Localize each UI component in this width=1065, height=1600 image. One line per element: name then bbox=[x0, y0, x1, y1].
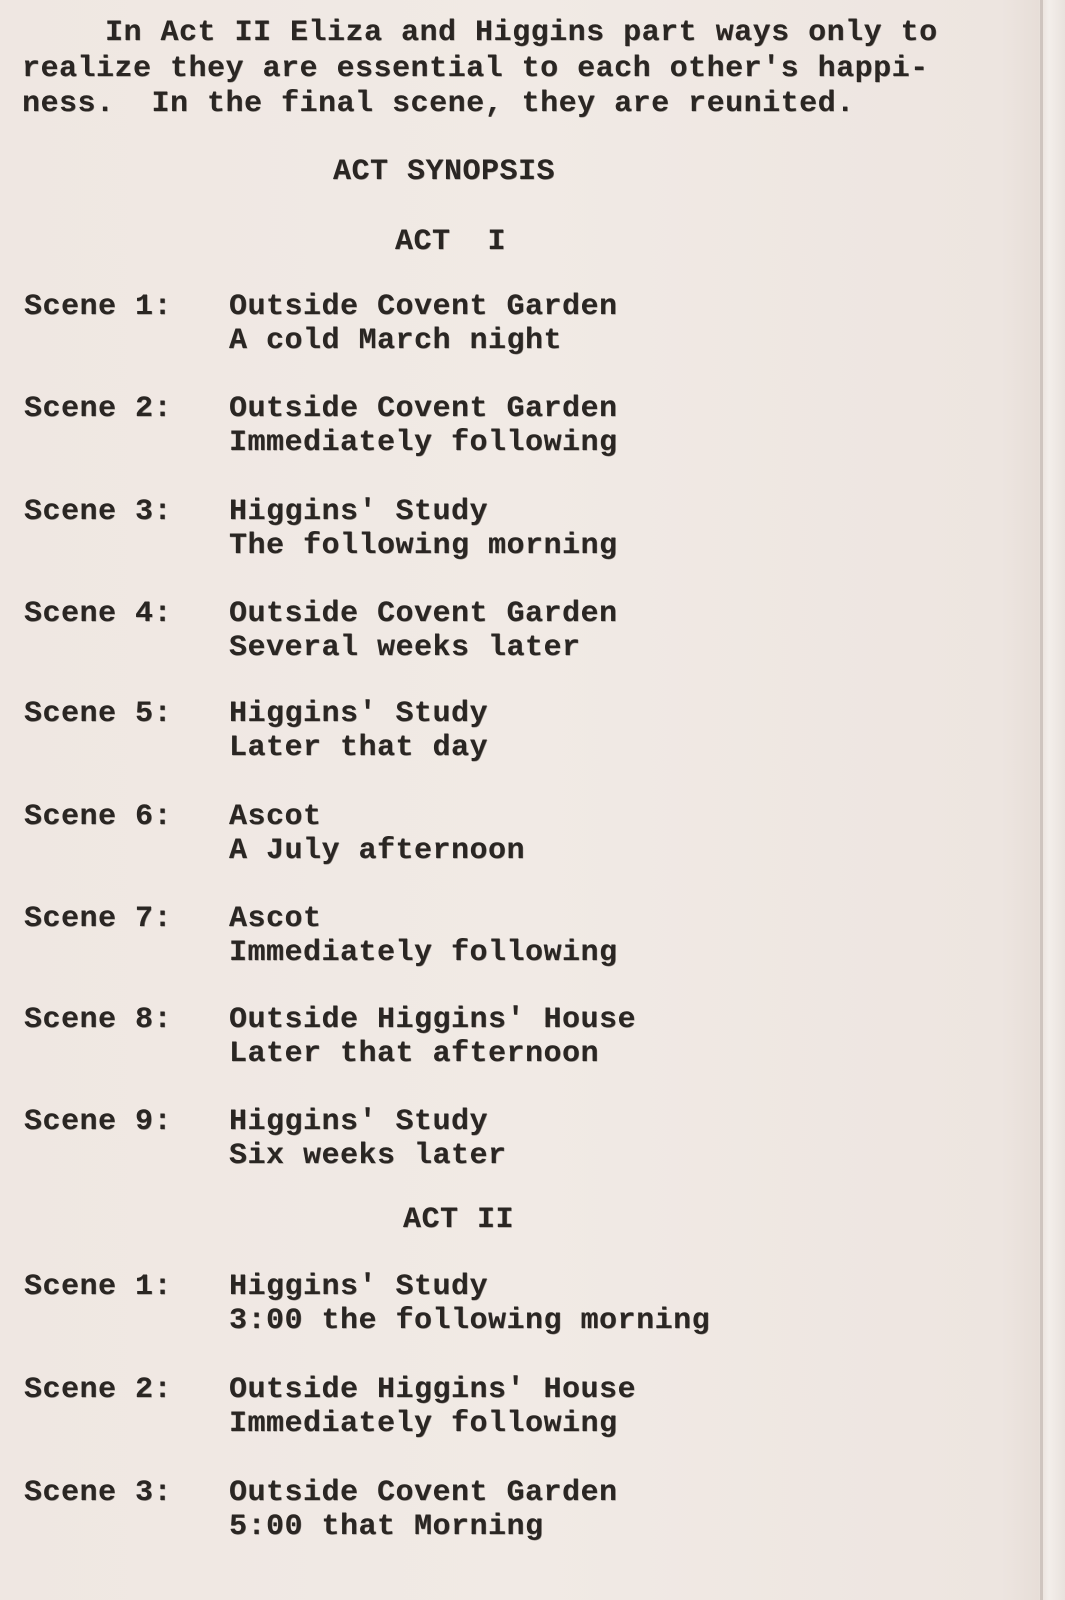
scene-time: A July afternoon bbox=[229, 834, 526, 868]
scene-time: Immediately following bbox=[229, 1407, 618, 1441]
act1-scene-3 bbox=[24, 495, 1024, 565]
scene-place: Outside Covent Garden bbox=[229, 392, 618, 426]
scene-time: 3:00 the following morning bbox=[229, 1304, 711, 1338]
scene-label: Scene 6: bbox=[24, 800, 173, 834]
act-one-heading: ACT I bbox=[395, 225, 507, 259]
scene-place: Outside Covent Garden bbox=[229, 290, 618, 324]
scene-time: Immediately following bbox=[229, 426, 618, 460]
intro-line-3: ness. In the final scene, they are reunited. bbox=[22, 87, 855, 121]
scene-place: Higgins' Study bbox=[229, 495, 489, 529]
scene-label: Scene 4: bbox=[24, 597, 173, 631]
scene-place: Higgins' Study bbox=[229, 697, 489, 731]
synopsis-title: ACT SYNOPSIS bbox=[333, 155, 556, 189]
act1-scene-7 bbox=[24, 902, 1024, 972]
scene-label: Scene 3: bbox=[24, 1476, 173, 1510]
scene-label: Scene 2: bbox=[24, 392, 173, 426]
act1-scene-2 bbox=[24, 392, 1024, 462]
scene-time: Several weeks later bbox=[229, 631, 581, 665]
scene-place: Ascot bbox=[229, 902, 322, 936]
scene-time: The following morning bbox=[229, 529, 618, 563]
scene-label: Scene 8: bbox=[24, 1003, 173, 1037]
act2-scene-2 bbox=[24, 1373, 1024, 1443]
scene-label: Scene 2: bbox=[24, 1373, 173, 1407]
scene-time: Later that day bbox=[229, 731, 489, 765]
scene-label: Scene 1: bbox=[24, 1270, 173, 1304]
scene-time: Later that afternoon bbox=[229, 1037, 600, 1071]
act1-scene-4 bbox=[24, 597, 1024, 667]
act2-scene-3 bbox=[24, 1476, 1024, 1546]
act1-scene-1 bbox=[24, 290, 1024, 360]
scene-label: Scene 9: bbox=[24, 1105, 173, 1139]
scene-place: Outside Covent Garden bbox=[229, 1476, 618, 1510]
scene-label: Scene 1: bbox=[24, 290, 173, 324]
scene-time: A cold March night bbox=[229, 324, 563, 358]
scene-place: Outside Higgins' House bbox=[229, 1373, 637, 1407]
scene-time: 5:00 that Morning bbox=[229, 1510, 544, 1544]
intro-line-2: realize they are essential to each other's happi- bbox=[22, 52, 929, 86]
act-two-heading: ACT II bbox=[403, 1203, 515, 1237]
act1-scene-6 bbox=[24, 800, 1024, 870]
scene-place: Higgins' Study bbox=[229, 1105, 489, 1139]
scene-time: Immediately following bbox=[229, 936, 618, 970]
act2-scene-1 bbox=[24, 1270, 1024, 1340]
scene-label: Scene 7: bbox=[24, 902, 173, 936]
scene-place: Outside Higgins' House bbox=[229, 1003, 637, 1037]
act1-scene-5 bbox=[24, 697, 1024, 767]
scene-label: Scene 5: bbox=[24, 697, 173, 731]
scene-place: Outside Covent Garden bbox=[229, 597, 618, 631]
act1-scene-9 bbox=[24, 1105, 1024, 1175]
intro-line-1: In Act II Eliza and Higgins part ways only to bbox=[105, 16, 938, 50]
scene-place: Ascot bbox=[229, 800, 322, 834]
act1-scene-8 bbox=[24, 1003, 1024, 1073]
scene-label: Scene 3: bbox=[24, 495, 173, 529]
scene-place: Higgins' Study bbox=[229, 1270, 489, 1304]
scene-time: Six weeks later bbox=[229, 1139, 507, 1173]
